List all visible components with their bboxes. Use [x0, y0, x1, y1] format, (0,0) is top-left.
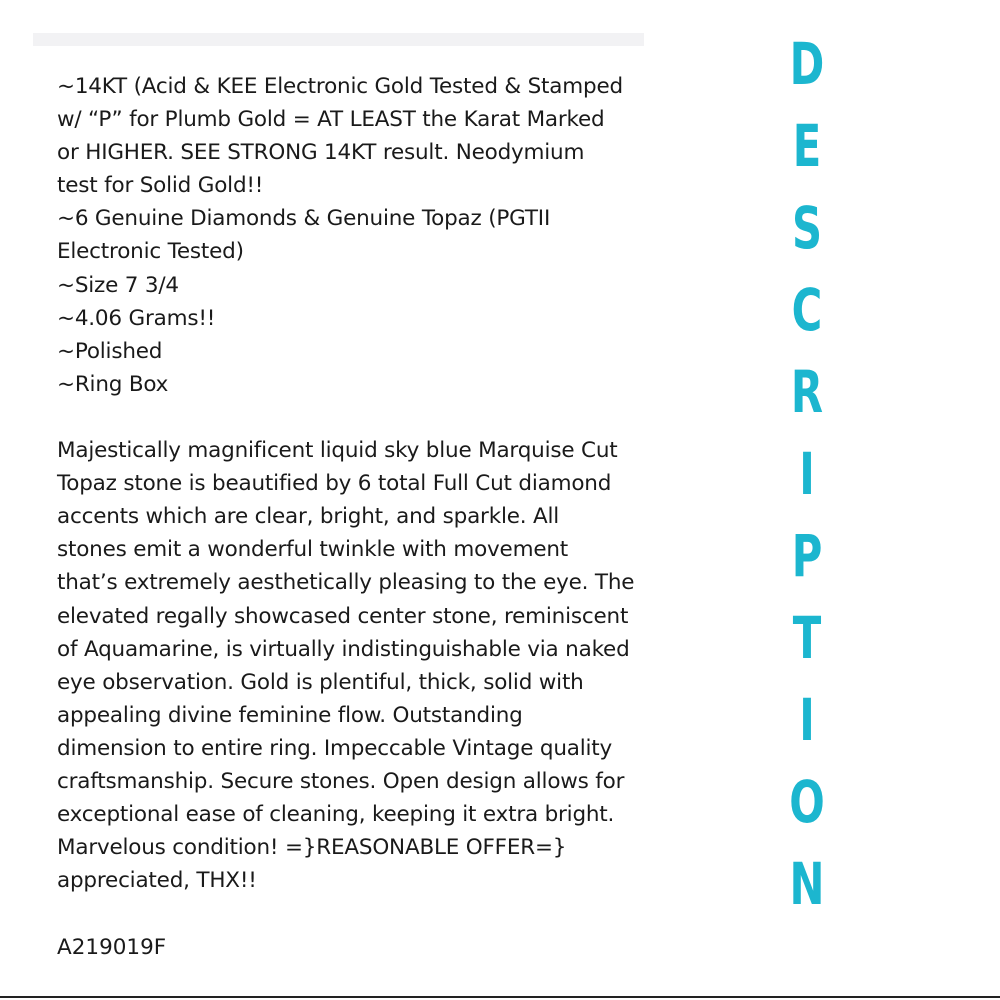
detail-line: ~Size 7 3/4 — [57, 272, 179, 298]
detail-line: ~Polished — [57, 338, 163, 364]
paragraph-line: Majestically magnificent liquid sky blue Marquise Cut — [57, 438, 618, 464]
paragraph-line: Marvelous condition! =}REASONABLE OFFER=} — [57, 835, 567, 861]
title-letter: P — [791, 522, 823, 590]
title-letter: I — [799, 440, 815, 508]
paragraph-line: stones emit a wonderful twinkle with movement — [57, 537, 568, 563]
title-letter: N — [789, 850, 825, 918]
paragraph-line: appealing divine feminine flow. Outstanding — [57, 702, 523, 728]
paragraph-line: dimension to entire ring. Impeccable Vintage quality — [57, 735, 613, 761]
detail-line: ~14KT (Acid & KEE Electronic Gold Tested & Stamped — [57, 74, 623, 99]
paragraph-line: exceptional ease of cleaning, keeping it extra bright. — [57, 802, 615, 828]
paragraph-line: of Aquamarine, is virtually indistinguishable via naked — [57, 636, 630, 662]
top-divider-bar — [33, 33, 644, 46]
sku-code: A219019F — [57, 935, 167, 960]
title-letter: C — [791, 276, 823, 344]
paragraph-spacer — [57, 401, 647, 434]
description-body — [57, 70, 647, 897]
title-letter: D — [789, 30, 825, 98]
detail-line: Electronic Tested) — [57, 239, 244, 265]
description-vertical-title — [770, 30, 844, 932]
title-letter: T — [792, 604, 822, 672]
detail-line: w/ “P” for Plumb Gold = AT LEAST the Karat Marked — [57, 107, 605, 133]
paragraph-line: that’s extremely aesthetically pleasing to the eye. The — [57, 570, 635, 596]
bottom-border-line — [0, 996, 1000, 998]
title-letter: O — [789, 768, 825, 836]
detail-line: ~6 Genuine Diamonds & Genuine Topaz (PGTII — [57, 206, 551, 232]
paragraph-line: accents which are clear, bright, and sparkle. All — [57, 504, 560, 530]
title-letter: S — [791, 194, 823, 262]
paragraph-line: Topaz stone is beautified by 6 total Full Cut diamond — [57, 471, 612, 497]
title-letter: I — [799, 686, 815, 754]
detail-line: ~Ring Box — [57, 371, 169, 397]
paragraph-line: eye observation. Gold is plentiful, thick, solid with — [57, 669, 584, 695]
title-letter: E — [792, 112, 822, 180]
paragraph-line: elevated regally showcased center stone, reminiscent — [57, 603, 629, 629]
title-letter: R — [790, 358, 824, 426]
paragraph-line: appreciated, THX!! — [57, 868, 257, 894]
detail-line: or HIGHER. SEE STRONG 14KT result. Neodymium — [57, 140, 585, 166]
detail-line: ~4.06 Grams!! — [57, 305, 216, 331]
paragraph-line: craftsmanship. Secure stones. Open design allows for — [57, 768, 625, 794]
detail-line: test for Solid Gold!! — [57, 173, 264, 199]
